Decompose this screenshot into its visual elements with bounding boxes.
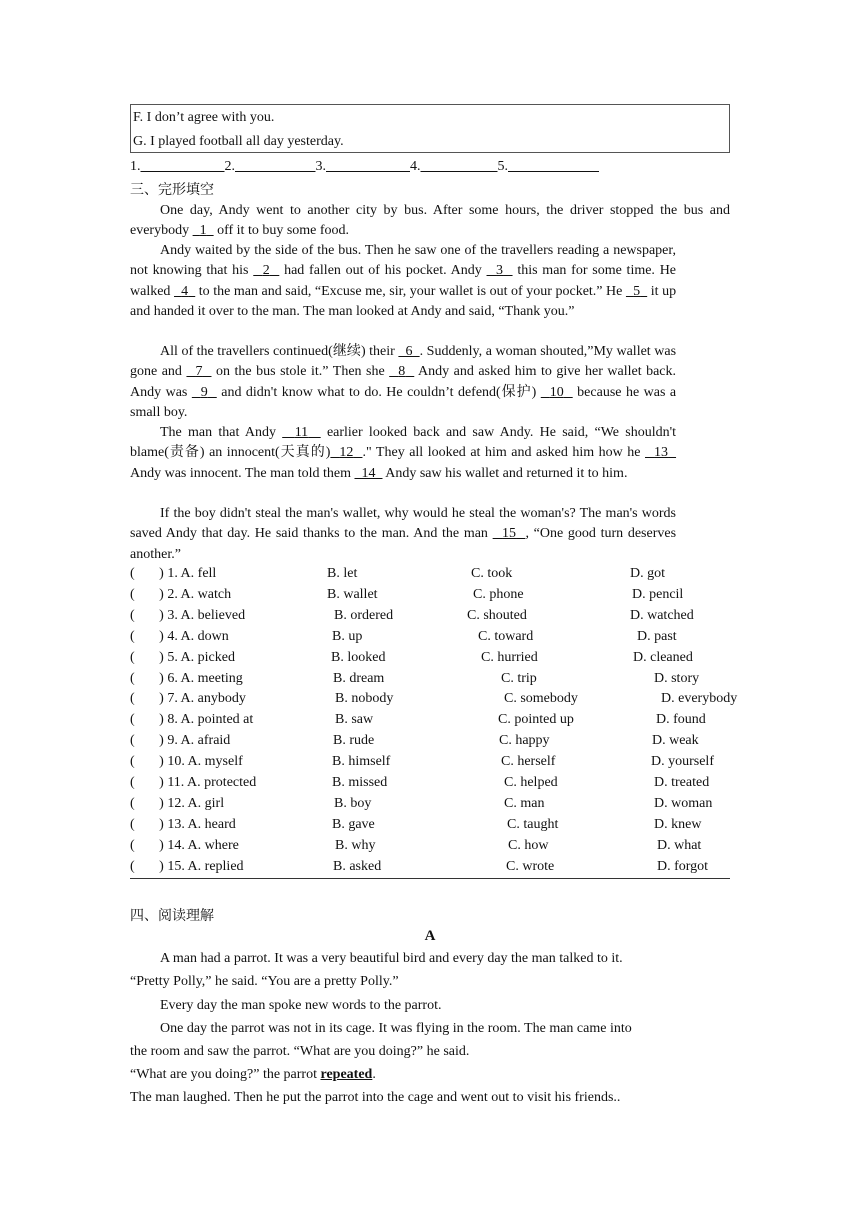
blank-number: 2 [262, 263, 270, 279]
choice-d[interactable]: D. yourself [651, 754, 714, 770]
cloze-blank-11[interactable] [282, 425, 320, 440]
choice-b[interactable]: B. boy [334, 795, 372, 811]
choice-row [130, 629, 750, 650]
question-stem: ( ) 14. A. where [130, 837, 239, 853]
choice-d[interactable]: D. found [656, 712, 706, 728]
choice-row [130, 838, 750, 859]
blank-number: 12 [339, 445, 354, 461]
choice-d[interactable]: D. pencil [632, 586, 684, 602]
cloze-blank-13[interactable] [645, 445, 676, 460]
question-stem: ( ) 12. A. girl [130, 795, 225, 811]
choice-c[interactable]: C. helped [504, 775, 558, 790]
choice-d[interactable]: D. everybody [661, 691, 738, 707]
choice-b[interactable]: B. saw [335, 712, 374, 728]
choice-row [130, 859, 750, 880]
choice-b[interactable]: B. dream [333, 670, 385, 686]
choice-b[interactable]: B. why [335, 837, 376, 853]
choice-d[interactable]: D. weak [652, 733, 699, 749]
choice-c[interactable]: C. hurried [481, 649, 538, 665]
choice-row [130, 608, 750, 629]
choice-row [130, 566, 750, 587]
cloze-blank-2[interactable] [253, 263, 279, 278]
choice-row [130, 650, 750, 671]
text: off it to buy some food. [217, 223, 350, 239]
answer-label-4: 4. [410, 159, 421, 174]
choice-c[interactable]: C. somebody [504, 691, 578, 707]
choice-d[interactable]: D. cleaned [633, 649, 693, 665]
text: Andy and asked him to give her wallet back. Andy was [130, 364, 677, 400]
text: Andy waited by the side of the bus. Then he saw one of the travellers reading a newspaper, not knowing that his [130, 243, 676, 279]
choice-row [130, 754, 750, 775]
choice-c[interactable]: C. how [508, 837, 549, 853]
blank-number: 1 [199, 223, 207, 239]
choice-b[interactable]: B. rude [333, 733, 375, 749]
choice-c[interactable]: C. herself [501, 754, 556, 770]
cloze-blank-3[interactable] [487, 263, 513, 278]
answer-blank-4[interactable] [421, 159, 498, 174]
cloze-blank-9[interactable] [192, 385, 217, 400]
choice-b[interactable]: B. wallet [327, 586, 378, 602]
choice-row [130, 733, 750, 754]
choice-c[interactable]: C. trip [501, 670, 537, 686]
question-stem: ( ) 6. A. meeting [130, 670, 243, 686]
blank-number: 3 [496, 263, 504, 279]
cloze-blank-4[interactable] [174, 284, 195, 299]
choice-d[interactable]: D. watched [630, 607, 694, 623]
cloze-blank-15[interactable] [493, 526, 526, 541]
passage-line-3: Every day the man spoke new words to the parrot. [160, 998, 442, 1013]
text: . Suddenly, a woman shouted,”My wallet was gone and [130, 344, 677, 380]
text: , “One good turn deserves another.” [130, 526, 677, 562]
choice-row [130, 712, 750, 733]
text: ." They all looked at him and asked him how he [362, 445, 641, 461]
blank-number: 7 [195, 364, 203, 380]
choice-b[interactable]: B. himself [332, 754, 391, 770]
choice-d[interactable]: D. treated [654, 775, 710, 790]
choice-c[interactable]: C. shouted [467, 607, 527, 623]
cloze-blank-8[interactable] [389, 364, 414, 379]
answer-label-3: 3. [315, 159, 326, 174]
choice-b[interactable]: B. ordered [334, 607, 394, 623]
text: on the bus stole it.” Then she [216, 364, 385, 380]
blank-number: 10 [549, 384, 564, 400]
text: . [372, 1067, 376, 1082]
question-stem: ( ) 7. A. anybody [130, 691, 246, 707]
cloze-blank-12[interactable] [330, 445, 362, 460]
answer-blank-2[interactable] [235, 159, 316, 174]
question-stem: ( ) 11. A. protected [130, 775, 257, 790]
choice-d[interactable]: D. knew [654, 816, 702, 832]
blank-number: 5 [633, 283, 641, 299]
divider [130, 878, 730, 879]
answer-label-5: 5. [497, 159, 508, 174]
section3-heading: 三、完形填空 [130, 183, 214, 198]
blank-number: 13 [654, 445, 669, 461]
choice-d[interactable]: D. story [654, 670, 700, 686]
passage-line-2: “Pretty Polly,” he said. “You are a pretty Polly.” [130, 974, 399, 989]
question-stem: ( ) 10. A. myself [130, 754, 243, 770]
text: because he was a small boy. [130, 384, 677, 420]
choice-c[interactable]: C. happy [499, 733, 550, 749]
blank-number: 15 [502, 526, 517, 542]
question-stem: ( ) 13. A. heard [130, 816, 236, 832]
choice-d[interactable]: D. got [630, 566, 665, 581]
blank-number: 9 [200, 384, 208, 400]
choice-b[interactable]: B. up [332, 628, 363, 644]
passage-line-1: A man had a parrot. It was a very beautiful bird and every day the man talked to it. [160, 951, 623, 966]
cloze-blank-1[interactable] [193, 223, 214, 238]
cloze-blank-5[interactable] [626, 284, 647, 299]
question-stem: ( ) 1. A. fell [130, 566, 217, 581]
cloze-blank-14[interactable] [354, 466, 382, 481]
text: Andy was innocent. The man told them [130, 465, 351, 481]
choice-c[interactable]: C. toward [478, 628, 534, 644]
passage-line-5: the room and saw the parrot. “What are you doing?” he said. [130, 1044, 470, 1059]
answer-label-1: 1. [130, 159, 141, 174]
cloze-blank-6[interactable] [398, 344, 419, 359]
choice-c[interactable]: C. pointed up [498, 712, 574, 728]
text: to the man and said, “Excuse me, sir, your wallet is out of your pocket.” He [198, 283, 623, 299]
answer-blank-5[interactable] [508, 159, 599, 174]
text: this man for some time. He walked [130, 263, 677, 299]
option-f: F. I don’t agree with you. [133, 110, 275, 125]
question-stem: ( ) 4. A. down [130, 628, 229, 644]
cloze-paragraph-3 [130, 342, 676, 423]
text: had fallen out of his pocket. Andy [284, 263, 482, 279]
text: If the boy didn't steal the man's wallet, why would he steal the woman's? The man's words saved Andy that day. He said thanks to the man. And the man [130, 506, 676, 542]
question-stem: ( ) 5. A. picked [130, 649, 235, 665]
passage-title: A [424, 928, 436, 944]
text: it up and handed it over to the man. The man looked at Andy and said, “Thank you.” [130, 283, 677, 319]
blank-number: 14 [361, 465, 376, 481]
text: All of the travellers continued(继续) their [160, 344, 395, 359]
choice-row [130, 587, 750, 608]
choice-row [130, 796, 750, 817]
text: One day, Andy went to another city by bus. After some hours, the driver stopped the bus and everybody [130, 203, 730, 239]
choice-d[interactable]: D. woman [654, 795, 713, 811]
cloze-paragraph-4 [130, 423, 676, 484]
blank-number: 4 [181, 283, 189, 299]
question-stem: ( ) 3. A. believed [130, 607, 246, 623]
text: and didn't know what to do. He couldn’t defend(保护) [221, 384, 537, 400]
cloze-blank-7[interactable] [186, 364, 211, 379]
choice-d[interactable]: D. forgot [657, 858, 709, 874]
answer-line [130, 159, 599, 175]
section4-heading: 四、阅读理解 [130, 909, 214, 924]
blank-number: 8 [398, 364, 406, 380]
question-stem: ( ) 15. A. replied [130, 858, 244, 874]
cloze-paragraph-5 [130, 504, 676, 565]
cloze-paragraph-2 [130, 241, 676, 322]
cloze-blank-10[interactable] [541, 385, 573, 400]
choice-c[interactable]: C. phone [473, 586, 524, 602]
answer-blank-3[interactable] [326, 159, 410, 174]
choice-b[interactable]: B. missed [332, 775, 388, 790]
answer-label-2: 2. [224, 159, 235, 174]
choice-c[interactable]: C. taught [507, 816, 559, 832]
choice-b[interactable]: B. nobody [335, 691, 394, 707]
choice-row [130, 671, 750, 692]
choice-b[interactable]: B. looked [331, 649, 386, 665]
choice-row [130, 775, 750, 796]
choice-b[interactable]: B. gave [332, 816, 375, 832]
option-g: G. I played football all day yesterday. [133, 134, 344, 149]
choice-c[interactable]: C. wrote [506, 858, 555, 874]
question-stem: ( ) 2. A. watch [130, 586, 232, 602]
choice-d[interactable]: D. past [637, 628, 677, 644]
passage-line-7: The man laughed. Then he put the parrot into the cage and went out to visit his friends.. [130, 1090, 621, 1105]
text: The man that Andy [160, 425, 276, 440]
keyword-repeated: repeated [320, 1067, 373, 1082]
passage-line-6 [130, 1067, 376, 1083]
choice-row [130, 817, 750, 838]
answer-blank-1[interactable] [141, 159, 225, 174]
text: Andy saw his wallet and returned it to him. [385, 465, 628, 481]
blank-number: 6 [405, 344, 413, 359]
text: earlier looked back and saw Andy. He said, “We shouldn't blame(责备) an innocent(天真的) [130, 425, 677, 461]
choice-b[interactable]: B. let [327, 566, 358, 581]
choice-c[interactable]: C. took [471, 566, 513, 581]
question-stem: ( ) 9. A. afraid [130, 733, 231, 749]
text: “What are you doing?” the parrot [130, 1067, 317, 1082]
cloze-paragraph-1 [130, 201, 730, 242]
choice-c[interactable]: C. man [504, 795, 545, 811]
question-stem: ( ) 8. A. pointed at [130, 712, 254, 728]
choice-d[interactable]: D. what [657, 837, 702, 853]
choice-row [130, 691, 750, 712]
blank-number: 11 [294, 425, 309, 440]
options-box [130, 104, 730, 153]
passage-line-4: One day the parrot was not in its cage. It was flying in the room. The man came into [160, 1021, 632, 1036]
choice-b[interactable]: B. asked [333, 858, 382, 874]
